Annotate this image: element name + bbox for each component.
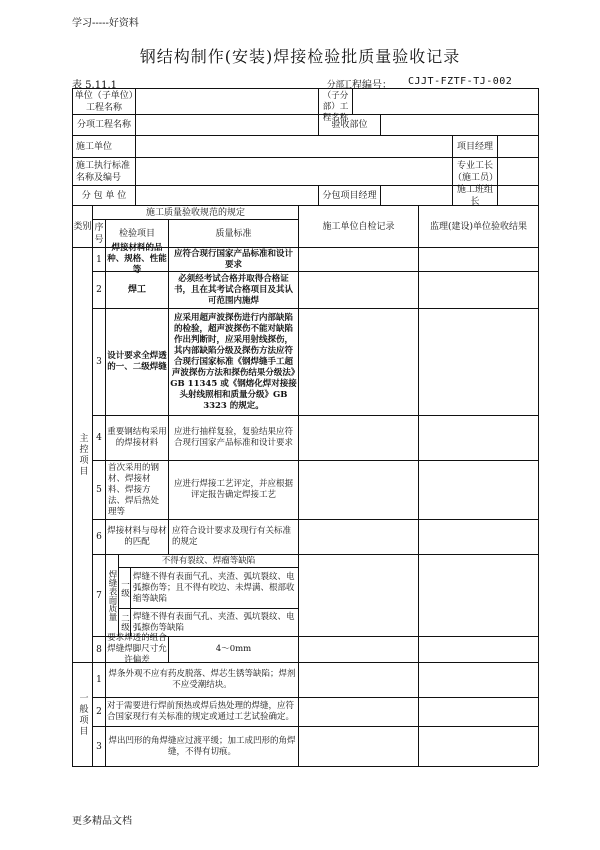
- unit-name-value[interactable]: [136, 89, 318, 114]
- form-id: 表 5.11.1: [72, 80, 117, 91]
- general-row-1-seq: 1: [96, 675, 102, 685]
- general-row-1-supervision[interactable]: [419, 663, 538, 697]
- main-row-6-item: 焊接材料与母材的匹配: [107, 526, 167, 547]
- foreman-value[interactable]: [498, 158, 538, 185]
- subcontract-manager-value[interactable]: [381, 186, 452, 205]
- main-row-6-supervision[interactable]: [419, 520, 538, 554]
- sub-unit-name-label: 分部（子分部）工程名称: [322, 79, 349, 123]
- supervision-header: 监理(建设)单位验收结果: [429, 221, 528, 232]
- general-row-2-self-check[interactable]: [299, 698, 418, 726]
- general-row-3-self-check[interactable]: [299, 727, 418, 766]
- main-row-3-standard: 应采用超声波探伤进行内部缺陷的检验，超声波探伤不能对缺陷作出判断时，应采用射线探伤，其内部缺陷分级及探伤方法应符合现行国家标准《钢焊缝手工超声波探伤方法和探伤结果分级法》GB 11345 或《钢熔化焊对接接头射线照相和质量分级》GB 3323 的规定。: [170, 312, 297, 411]
- seq-header: 序号: [94, 222, 104, 245]
- main-row-7-grade2-text: 焊缝不得有表面气孔、夹渣、弧坑裂纹、电弧擦伤等缺陷: [133, 611, 295, 633]
- main-row-7-self-check[interactable]: [299, 555, 418, 636]
- main-row-8-supervision[interactable]: [419, 637, 538, 662]
- main-row-1-item: 焊接材料的品种、规格、性能等: [107, 243, 167, 275]
- acceptance-part-label: 验收部位: [331, 120, 368, 130]
- general-category: [73, 663, 92, 766]
- general-row-2-text: 对于需要进行焊前预热或焊后热处理的焊缝，应符合国家现行有关标准的规定或通过工艺试验确定。: [107, 701, 295, 722]
- main-row-5-item: 首次采用的钢材、焊接材料、焊接方法、焊后热处理等: [108, 462, 160, 517]
- main-row-7-grade2-cell: [119, 609, 130, 636]
- sub-unit-name-value[interactable]: [353, 89, 538, 114]
- main-row-2-self-check[interactable]: [299, 272, 418, 308]
- team-leader-value[interactable]: [498, 186, 538, 205]
- main-row-8-self-check[interactable]: [299, 637, 418, 662]
- general-row-1-self-check[interactable]: [299, 663, 418, 697]
- main-row-5-self-check[interactable]: [299, 461, 418, 519]
- main-row-3-self-check[interactable]: [299, 309, 418, 415]
- general-row-1-text: 焊条外观不应有药皮脱落、焊芯生锈等缺陷；焊剂不应受潮结块。: [108, 669, 296, 690]
- standard-value[interactable]: [136, 158, 452, 185]
- main-row-5-seq: 5: [96, 485, 102, 495]
- project-manager-value[interactable]: [498, 136, 538, 157]
- project-manager-label: 项目经理: [456, 141, 493, 152]
- main-row-1-supervision[interactable]: [419, 248, 538, 271]
- main-row-1-standard: 应符合现行国家产品标准和设计要求: [173, 248, 293, 270]
- main-row-3-item: 设计要求全焊透的一、二级焊缝: [107, 351, 167, 372]
- acceptance-part-value[interactable]: [381, 115, 538, 135]
- main-row-4-seq: 4: [96, 433, 102, 443]
- main-row-7-grade1-cell: [119, 568, 130, 608]
- spec-header: 施工质量验收规范的规定: [145, 207, 245, 218]
- self-check-header: 施工单位自检记录: [322, 221, 395, 232]
- subcontract-unit-value[interactable]: [136, 186, 318, 205]
- standard-label: 施工执行标准名称及编号: [76, 160, 131, 183]
- main-row-2-standard: 必须经考试合格并取得合格证书，且在其考试合格项目及其认可范围内施焊: [173, 273, 293, 306]
- construction-unit-value[interactable]: [136, 136, 452, 157]
- general-row-3-text: 焊出凹形的角焊缝应过渡平缓；加工成凹形的角焊缝，不得有切痕。: [108, 735, 296, 757]
- main-row-7-seq: 7: [96, 590, 102, 601]
- watermark-text: 学习-----好资料: [72, 18, 139, 29]
- main-row-5-supervision[interactable]: [419, 461, 538, 519]
- footer-text: 更多精品文档: [72, 816, 132, 827]
- main-row-7-grade1-label: 一级: [119, 579, 130, 597]
- general-row-3-seq: 3: [96, 741, 102, 752]
- general-label: 一般项目: [77, 692, 88, 737]
- quality-standard-header: 质量标准: [215, 228, 252, 239]
- main-row-4-self-check[interactable]: [299, 416, 418, 460]
- main-row-2-seq: 2: [96, 285, 102, 295]
- sub-item-label: 分项工程名称: [76, 120, 131, 130]
- main-row-7-no-crack: 不得有裂纹、焊瘤等缺陷: [161, 555, 256, 566]
- main-row-7-item: [106, 555, 118, 636]
- main-row-7-item-text: 焊缝表面质量: [107, 570, 117, 621]
- construction-unit-label: 施工单位: [76, 141, 113, 152]
- general-row-2-seq: 2: [96, 707, 102, 717]
- page-title: 钢结构制作(安装)焊接检验批质量验收记录: [139, 47, 461, 66]
- main-row-7-supervision[interactable]: [419, 555, 538, 636]
- subcontract-unit-label: 分 包 单 位: [81, 190, 127, 201]
- team-leader-label: 施工班组长: [456, 184, 493, 207]
- subcontract-manager-label: 分包项目经理: [322, 190, 377, 201]
- main-row-7-grade2-label: 二级: [119, 614, 130, 631]
- main-row-8-item: 要求焊透的组合焊缝焊脚尺寸允许偏差: [107, 633, 167, 665]
- main-row-5-standard: 应进行焊接工艺评定，并应根据评定报告确定焊接工艺: [173, 479, 293, 500]
- main-row-4-item: 重要钢结构采用的焊接材料: [107, 427, 167, 448]
- main-row-3-seq: 3: [96, 357, 102, 367]
- general-row-3-supervision[interactable]: [419, 727, 538, 766]
- general-row-2-supervision[interactable]: [419, 698, 538, 726]
- main-row-1-self-check[interactable]: [299, 248, 418, 271]
- main-control-label: 主控项目: [77, 433, 88, 477]
- main-row-4-supervision[interactable]: [419, 416, 538, 460]
- main-row-6-standard: 应符合设计要求及现行有关标准的规定: [172, 526, 292, 547]
- project-code-value: CJJT-FZTF-TJ-002: [408, 76, 513, 87]
- foreman-label: 专业工长（施工员）: [453, 160, 499, 183]
- unit-name-label: 单位（子单位）工程名称: [74, 90, 134, 113]
- main-row-7-grade1-text: 焊缝不得有表面气孔、夹渣、弧坑裂纹、电弧擦伤等；且不得有咬边、未焊满、根部收缩等缺陷: [133, 571, 295, 604]
- main-row-2-supervision[interactable]: [419, 272, 538, 308]
- main-row-3-supervision[interactable]: [419, 309, 538, 415]
- main-row-6-self-check[interactable]: [299, 520, 418, 554]
- main-row-1-seq: 1: [96, 254, 102, 265]
- main-row-8-seq: 8: [96, 644, 102, 655]
- main-row-2-item: 焊工: [127, 285, 146, 295]
- main-row-4-standard: 应进行抽样复验，复验结果应符合现行国家产品标准和设计要求: [173, 427, 293, 448]
- category-header: 类别: [73, 221, 92, 232]
- project-code-label: 工程编号：: [342, 80, 392, 91]
- sub-item-value[interactable]: [136, 115, 318, 135]
- inspection-item-header: 检验项目: [118, 228, 155, 239]
- main-row-6-seq: 6: [96, 532, 102, 542]
- main-control-category: [73, 248, 92, 662]
- main-row-8-standard: 4～0mm: [215, 644, 252, 654]
